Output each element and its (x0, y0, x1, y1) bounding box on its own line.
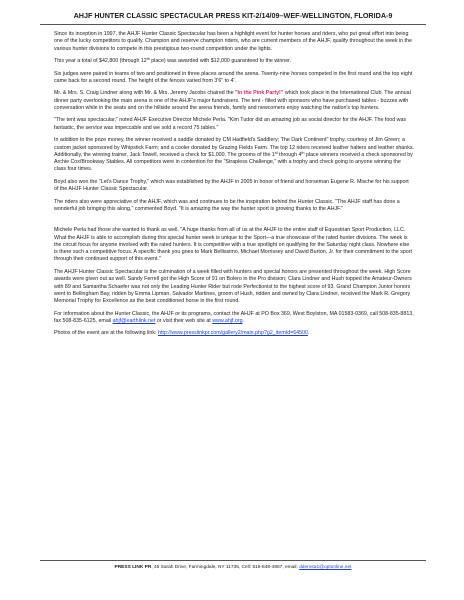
paragraph-quote-tent (54, 117, 414, 132)
paragraph-intro (54, 31, 414, 53)
superscript: th (146, 57, 150, 62)
paragraph-party (54, 90, 414, 112)
paragraph-judges (54, 71, 414, 86)
paragraph-text: Mr. & Mrs. S. Craig Lindner along with Mr. & Mrs. Jeremy Jacobs chaired the (54, 90, 236, 97)
superscript: th (301, 150, 305, 155)
paragraph-text: Six judges were paired in teams of two and positioned in three places around the arena. Twenty-nine horses competed in the first round and the top eight came back for a second round. The height of the fences varied from 3'6" to 4'. (54, 70, 413, 84)
page-header (40, 10, 426, 25)
paragraph-lets-dance-trophy (54, 179, 414, 194)
paragraph-prize-total (54, 58, 414, 65)
paragraph-text: For information about the Hunter Classic, the AHJF or its programs, contact the AHJF at PO Box 369, West Boylston, MA 01583-0369, call 508-835-8813, fax 508-835-6125, email (54, 310, 414, 324)
paragraph-awards (54, 269, 414, 305)
article-body (54, 31, 414, 343)
gallery-link[interactable]: http://www.presslinkpr.com/gallery2/main.php?g2_itemId=64500 (157, 330, 308, 337)
paragraph-text: . (242, 317, 245, 324)
footer-address: , 45 Sarah Drive, Farmingdale, NY 11735, Cell: 516-848-4867, email: (151, 565, 300, 570)
footer-email-link[interactable]: dderosa1@optonline.net (299, 565, 352, 570)
paragraph-text: . (307, 330, 310, 337)
paragraph-text: This year a total of $42,800 (through 12 (54, 58, 147, 65)
paragraph-contact (54, 311, 414, 326)
paragraph-prizes (54, 137, 414, 173)
superscript: st (274, 150, 278, 155)
paragraph-text: The AHJF Hunter Classic Spectacular is the culmination of a week filled with hunters and special honors are presented throughout the week. High Score awards were given out as well. Sandy Ferrell got the High Score of 91 on Bolero in the Pro division; Clara Lindner and Hush topped the Amateur-Owners with 89 and Samantha Schaefer was not only the Leading Hunter Rider but rode Perfectionist to the highest score of 93. Grand Champion Junior honors went to Bellingham Bay, ridden by Emma Lipman. Salvador Martines, groom of Hush, ridden and owned by Clara Lindner, received the Mark R. Gregory Memorial Trophy for Excellence as the best conditioned horse in the first round. (54, 268, 412, 305)
paragraph-text: which took place in the International Club. The annual dinner party overlooking the main arena is one of the AHJF's major fundraisers. The tent - filled with sponsors who have purchased tables - buzzes with conversation while in the seats and on the hillside around the arena friends, family and newcomers enjoy watching the nation's top hunters. (54, 90, 411, 111)
paragraph-text: Since its inception in 1997, the AHJF Hunter Classic Spectacular has been a highlight event for hunter horses and riders, who put great effort into being one of the lucky competitors to qualify. Champion and reserve champion riders, who are current members of the AHJF, qualify throughout the week in the various hunter divisions to compete in this prestigious two-round competition under the lights. (54, 31, 412, 52)
email-link[interactable]: ahjf@earthlink.net (112, 317, 156, 324)
paragraph-text: or visit their web site at (155, 317, 213, 324)
paragraph-text: place) was awarded with $12,000 guaranteed to the winner. (149, 58, 292, 65)
party-name-highlight: "In the Pink Party!" (235, 90, 284, 97)
paragraph-text: place winners received a check sponsored by Archie Cox/Brookway Stables. All competitors were in contention for the "Strapless Challenge," with a trophy and check going to anyone winning the class four times. (54, 151, 413, 173)
paragraph-thanks (54, 227, 414, 263)
header-title: AHJF HUNTER CLASSIC SPECTACULAR PRESS KIT-2/14/09–WEF-WELLINGTON, FLORIDA-9 (73, 11, 393, 20)
paragraph-text: "The tent was spectacular," noted AHJF Executive Director Michele Perla. "Kim Tudor did an amazing job as social director for the AHJF. The food was fantastic, the service was impeccable and we sold a record 75 tables." (54, 117, 407, 131)
paragraph-text: Photos of the event are at the following link: (54, 330, 158, 337)
paragraph-text: through 4 (277, 151, 302, 158)
paragraph-text: In addition to the prize money, the winner received a saddle donated by CM Hadfield's Saddlery; The Dark Continent" trophy, courtesy of Jim Green; a custom jacket sponsored by Whipstick Farm; and a cooler donated by Grazing Fields Farm. The top 12 riders received leather halters and leather shanks. Additionally, the winning trainer, Jack Towell, received a check for $1,000. The grooms of the 1 (54, 137, 414, 158)
paragraph-text: The riders also were appreciative of the AHJF, which was and continues to be the inspiration behind the Hunter Classic. "The AHJF staff has done a wonderful job bringing this along," commented Boyd. "It is amazing the way the hunter sport is growing thanks to the AHJF." (54, 198, 400, 212)
paragraph-text: Boyd also won the "Let's Dance Trophy," which was established by the AHJF in 2005 in honor of friend and horseman Eugene R. Mische for his support of the AHJF Hunter Classic Spectacular. (54, 178, 409, 193)
page-footer (40, 560, 426, 574)
paragraph-photos (54, 330, 414, 337)
footer-brand: PRESS LINK PR (114, 565, 152, 570)
paragraph-text: Michele Perla had those she wanted to thank as well. "A huge thanks from all of us at the AHJF to the entire staff of Equestrian Sport Production, LLC. What the AHJF is able to accomplish during this special hunter week is unique to the Sport—a true showcase of the rated hunter divisions. The week is the circuit focus for anyone involved with the rated hunters. It is competitive with a true spotlight on qualifying for the Saturday night class. Nowhere else is there such a competitive focus. A specific thank you goes to Mark Bellissimo, Michael Morrissey and David Burton, Jr. for their commitment to the sport through their continued support of this event." (54, 227, 412, 263)
paragraph-riders-appreciation (54, 199, 414, 214)
website-link[interactable]: www.ahjf.org (212, 317, 243, 324)
